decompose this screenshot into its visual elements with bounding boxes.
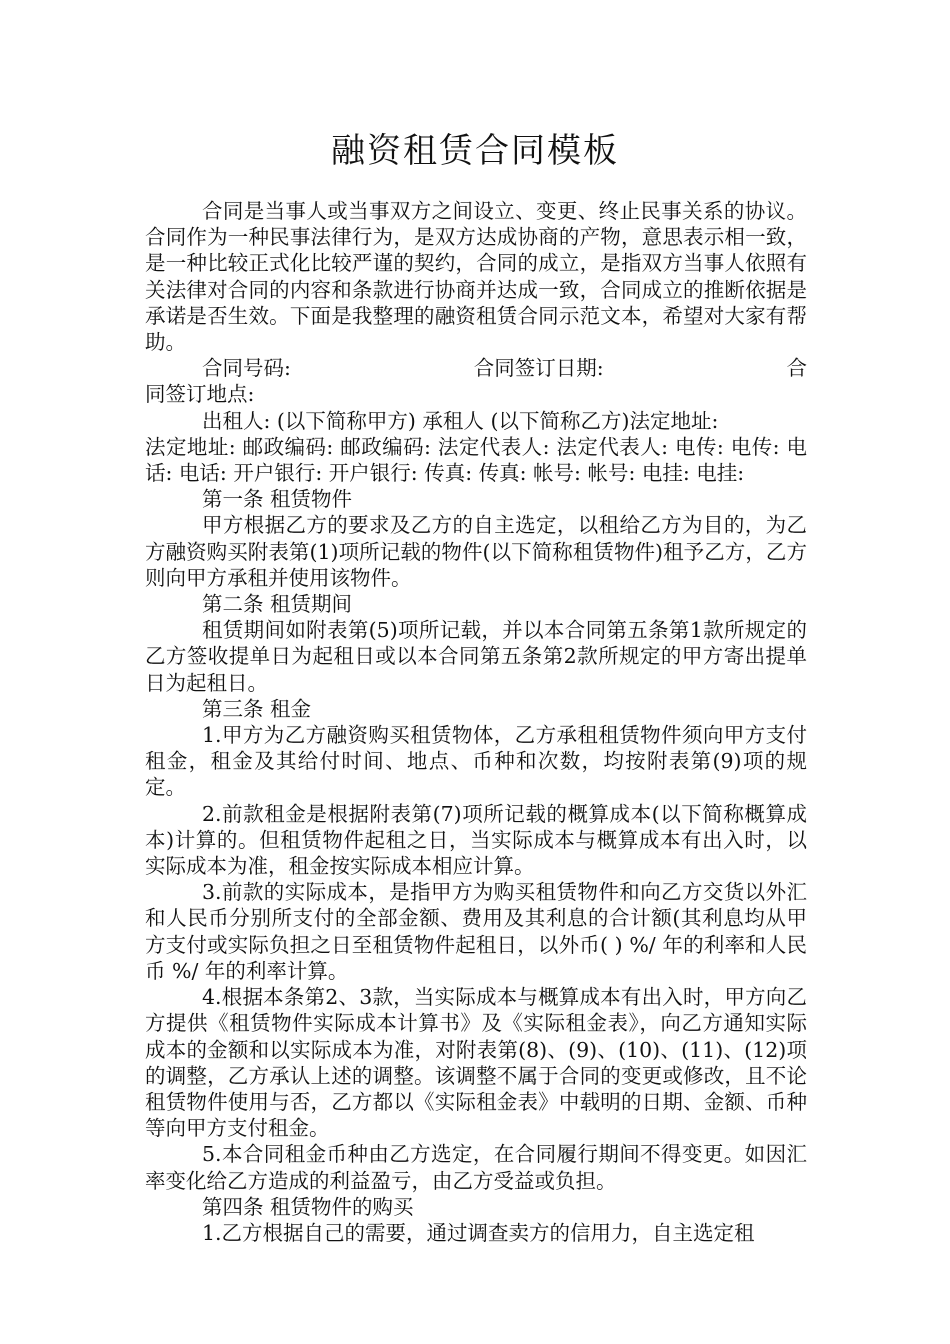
- article-1-text: 甲方根据乙方的要求及乙方的自主选定，以租给乙方为目的，为乙方融资购买附表第(1)项所记载的物件(以下简称租赁物件)租予乙方，乙方则向甲方承租并使用该物件。: [145, 513, 807, 590]
- article-4-clause-1: 1.乙方根据自己的需要，通过调查卖方的信用力，自主选定租: [202, 1220, 755, 1245]
- parties-line: 出租人: (以下简称甲方) 承租人 (以下简称乙方)法定地址:: [202, 408, 719, 433]
- sign-place-label-head: 合: [786, 356, 807, 381]
- intro-paragraph: 合同是当事人或当事双方之间设立、变更、终止民事关系的协议。合同作为一种民事法律行为，是双方达成协商的产物，意思表示相一致，是一种比较正式化比较严谨的契约，合同的成立，是指双方当事人依照有关法律对合同的内容和条款进行协商并达成一致，合同成立的推断依据是承诺是否生效。下面是我整理的融资租赁合同示范文本，希望对大家有帮助。: [145, 199, 807, 355]
- article-3-title: 第三条 租金: [202, 696, 312, 721]
- article-3-clause-1: 1.甲方为乙方融资购买租赁物体，乙方承租租赁物件须向甲方支付租金，租金及其给付时间、地点、币种和次数，均按附表第(9)项的规定。: [145, 723, 807, 800]
- article-1-title: 第一条 租赁物件: [202, 487, 353, 512]
- article-4-title: 第四条 租赁物件的购买: [202, 1194, 414, 1219]
- article-3-clause-5: 5.本合同租金币种由乙方选定，在合同履行期间不得变更。如因汇率变化给乙方造成的利益盈亏，由乙方受益或负担。: [145, 1142, 807, 1193]
- sign-place-label-tail: 同签订地点:: [145, 382, 255, 407]
- article-3-clause-2: 2.前款租金是根据附表第(7)项所记载的概算成本(以下简称概算成本)计算的。但租赁物件起租之日，当实际成本与概算成本有出入时，以实际成本为准，租金按实际成本相应计算。: [145, 801, 807, 879]
- sign-date-label: 合同签订日期:: [473, 356, 604, 381]
- article-2-title: 第二条 租赁期间: [202, 592, 353, 617]
- parties-details: 法定地址: 邮政编码: 邮政编码: 法定代表人: 法定代表人: 电传: 电传: 电话: 电话: 开户银行: 开户银行: 传真: 传真: 帐号: 帐号: 电挂: 电挂:: [145, 434, 807, 486]
- article-2-text: 租赁期间如附表第(5)项所记载，并以本合同第五条第1款所规定的乙方签收提单日为起租日或以本合同第五条第2款所规定的甲方寄出提单日为起租日。: [145, 618, 807, 695]
- document-body: [145, 198, 807, 1246]
- article-3-clause-3: 3.前款的实际成本，是指甲方为购买租赁物件和向乙方交货以外汇和人民币分别所支付的全部金额、费用及其利息的合计额(其利息均从甲方支付或实际负担之日至租赁物件起租日，以外币( ) %/ 年的利率和人民币 %/ 年的利率计算。: [145, 880, 807, 983]
- contract-fields-row: [145, 355, 807, 381]
- article-3-clause-4: 4.根据本条第2、3款，当实际成本与概算成本有出入时，甲方向乙方提供《租赁物件实际成本计算书》及《实际租金表》，向乙方通知实际成本的金额和以实际成本为准，对附表第(8)、(9)、(10)、(11)、(12)项的调整，乙方承认上述的调整。该调整不属于合同的变更或修改，且不论租赁物件使用与否，乙方都以《实际租金表》中载明的日期、金额、币种等向甲方支付租金。: [145, 985, 807, 1141]
- document-title: 融资租赁合同模板: [331, 131, 619, 171]
- contract-number-label: 合同号码:: [202, 356, 291, 381]
